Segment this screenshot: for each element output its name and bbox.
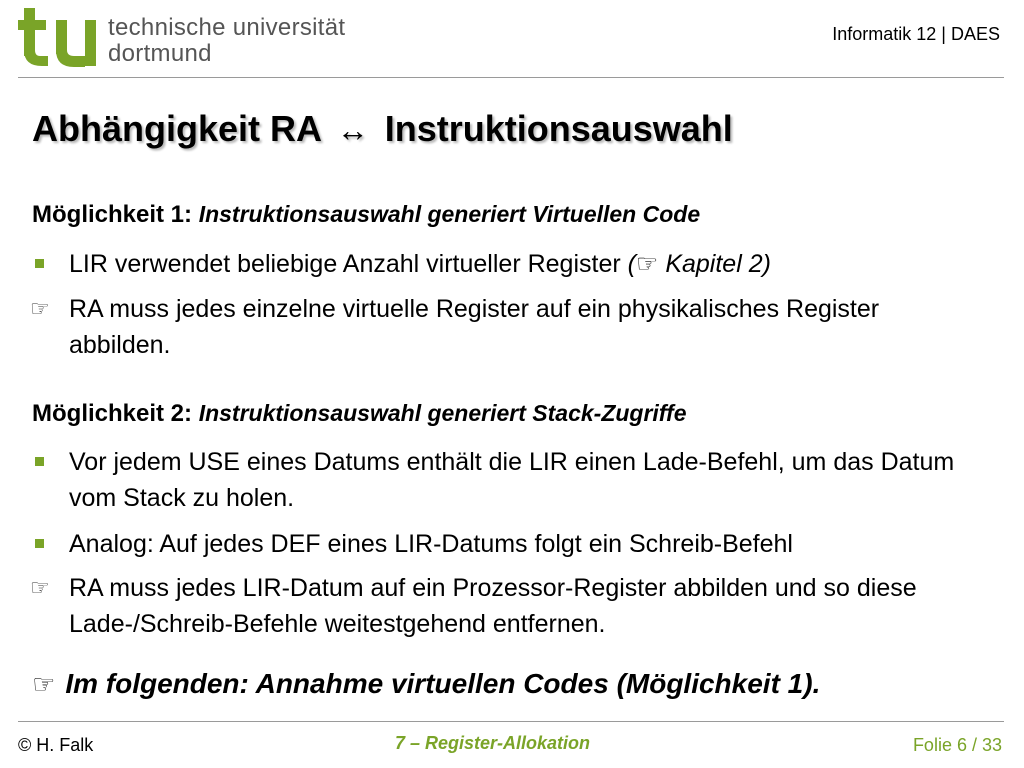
section-2-subtitle: Instruktionsauswahl generiert Stack-Zugriffe (198, 400, 687, 426)
list-item (32, 246, 982, 282)
tu-dortmund-logo (18, 6, 378, 70)
footer-author: © H. Falk (18, 735, 94, 755)
square-bullet-icon (35, 457, 44, 466)
list-item (32, 444, 982, 516)
conclusion-text: Im folgenden: Annahme virtuellen Codes (Möglichkeit 1). (65, 668, 821, 699)
double-arrow-icon: ↔ (336, 112, 369, 148)
section-1-heading (32, 201, 700, 229)
list-item-text: LIR verwendet beliebige Anzahl virtueller Register (69, 250, 621, 278)
footer-chapter: 7 – Register-Allokation (395, 733, 591, 753)
square-bullet-icon (35, 539, 44, 548)
pointing-hand-icon: ☞ (30, 296, 50, 321)
footer-slide-number: Folie 6 / 33 (912, 735, 1002, 755)
header-course-label: Informatik 12 | DAES (832, 24, 1000, 44)
list-item (32, 526, 982, 562)
logo-line-2: dortmund (108, 40, 212, 67)
pointing-hand-icon: ☞ (30, 575, 50, 600)
title-right: Instruktionsauswahl (384, 108, 733, 149)
list-item-text: Vor jedem USE eines Datums enthält die LIR einen Lade-Befehl, um das Datum vom Stack zu holen. (69, 448, 955, 512)
header-divider (18, 77, 1004, 78)
footer-divider (18, 721, 1004, 722)
slide-title (32, 108, 733, 150)
square-bullet-icon (35, 259, 44, 268)
section-2-heading (32, 400, 687, 428)
section-1-label: Möglichkeit 1: (32, 201, 193, 228)
list-item (32, 291, 982, 363)
pointing-hand-icon: ☞ (32, 669, 56, 699)
title-left: Abhängigkeit RA (32, 108, 321, 149)
list-item (32, 570, 982, 642)
section-2-label: Möglichkeit 2: (32, 400, 193, 427)
tu-logo-icon (18, 6, 100, 68)
chapter-reference: (☞ Kapitel 2) (627, 250, 771, 278)
conclusion-statement (32, 668, 820, 700)
list-item-text: RA muss jedes LIR-Datum auf ein Prozessor-Register abbilden und so diese Lade-/Schreib-Befehle weitestgehend entfernen. (69, 574, 917, 638)
logo-wordmark (108, 15, 345, 67)
list-item-text: RA muss jedes einzelne virtuelle Register auf ein physikalisches Register abbilden. (69, 295, 880, 359)
logo-line-1: technische universität (108, 14, 346, 41)
list-item-text: Analog: Auf jedes DEF eines LIR-Datums folgt ein Schreib-Befehl (69, 530, 793, 558)
section-1-subtitle: Instruktionsauswahl generiert Virtuellen Code (198, 201, 701, 227)
